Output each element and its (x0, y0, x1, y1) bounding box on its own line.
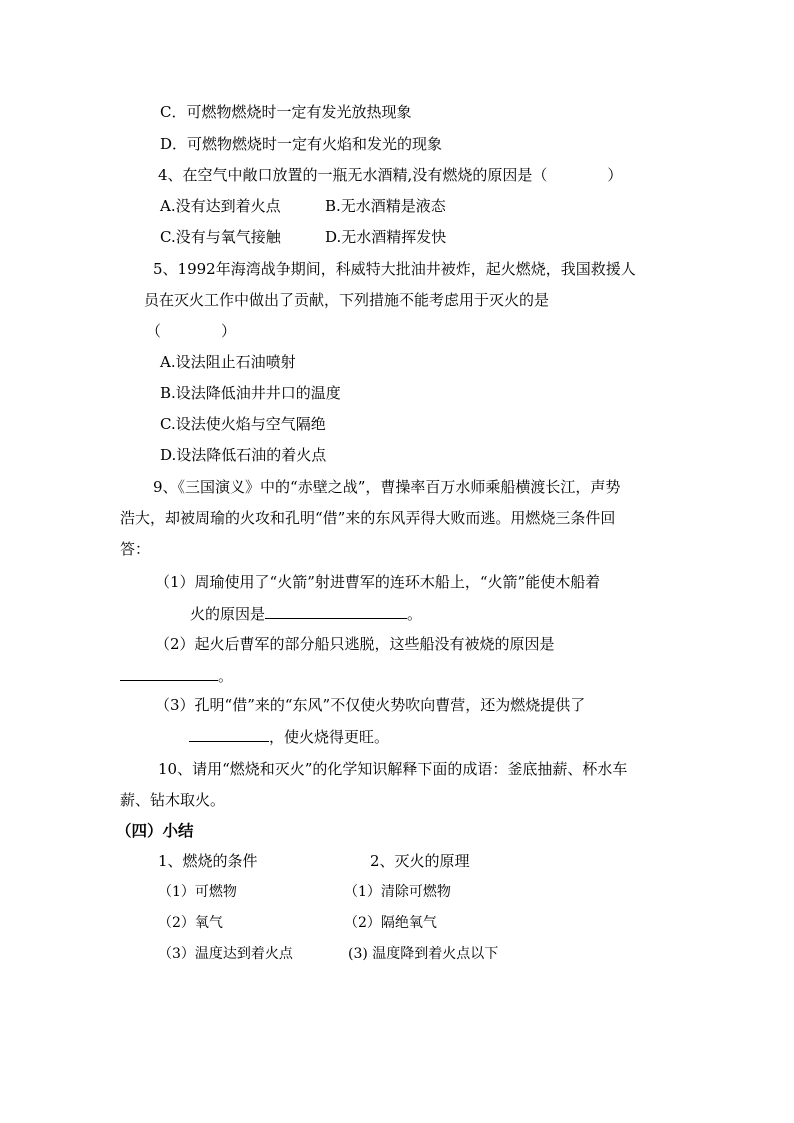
summary-left-item: （3）温度达到着火点 (158, 946, 293, 962)
q4-stem: 4、在空气中敞口放置的一瓶无水酒精,没有燃烧的原因是（ ） (158, 166, 623, 184)
q9-sub1-blank[interactable] (265, 603, 407, 619)
q9-line2: 浩大，却被周瑜的火攻和孔明“借”来的东风弄得大败而逃。用燃烧三条件回 (120, 509, 616, 527)
q5-option-a: A.设法阻止石油喷射 (160, 353, 296, 371)
summary-right-item: （2）隔绝氧气 (344, 915, 437, 931)
summary-left-title: 1、燃烧的条件 (158, 852, 258, 870)
q3-option-c: C．可燃物燃烧时一定有发光放热现象 (160, 103, 412, 121)
summary-right-title: 2、灭火的原理 (370, 852, 470, 870)
q9-sub3-line2 (189, 726, 389, 747)
q9-sub1-line1: （1）周瑜使用了“火箭”射进曹军的连环木船上，“火箭”能使木船着 (155, 573, 601, 591)
q9-sub1-line2 (190, 603, 422, 624)
q5-option-b: B.设法降低油井井口的温度 (160, 384, 341, 402)
q10-line1: 10、请用“燃烧和灭火”的化学知识解释下面的成语：釜底抽薪、杯水车 (158, 760, 628, 778)
q9-sub3-text: ，使火烧得更旺。 (269, 728, 390, 746)
q5-option-c: C.设法使火焰与空气隔绝 (160, 415, 326, 433)
q10-line2: 薪、钻木取火。 (120, 791, 226, 809)
summary-heading: （四）小结 (116, 821, 194, 840)
q4-option-d: D.无水酒精挥发快 (325, 228, 447, 246)
q5-stem-line1: 5、1992年海湾战争期间，科威特大批油井被炸，起火燃烧，我国救援人 (153, 260, 636, 278)
q9-sub3-blank[interactable] (189, 726, 269, 742)
q9-line3: 答： (120, 540, 151, 558)
q5-answer-paren: （ ） (146, 322, 237, 340)
summary-left-item: （1）可燃物 (158, 884, 237, 900)
q5-stem-line2: 员在灭火工作中做出了贡献，下列措施不能考虑用于灭火的是 (144, 291, 550, 309)
q9-sub1-text: 火的原因是 (190, 605, 266, 623)
summary-right-item: (3) 温度降到着火点以下 (348, 946, 499, 962)
q9-sub2-end: 。 (218, 667, 234, 685)
q4-option-b: B.无水酒精是液态 (325, 197, 446, 215)
q4-option-a: A.没有达到着火点 (160, 197, 281, 215)
q9-sub3-line1: （3）孔明“借”来的“东风”不仅使火势吹向曹营，还为燃烧提供了 (155, 696, 586, 714)
q4-option-c: C.没有与氧气接触 (160, 228, 281, 246)
q9-sub1-end: 。 (407, 605, 423, 623)
q5-option-d: D.设法降低石油的着火点 (160, 446, 327, 464)
q9-sub2-line2 (120, 665, 233, 686)
q9-sub2-line1: （2）起火后曹军的部分船只逃脱，这些船没有被烧的原因是 (155, 635, 555, 653)
q9-line1: 9、《三国演义》中的“赤壁之战”，曹操率百万水师乘船横渡长江，声势 (153, 478, 621, 496)
q3-option-d: D．可燃物燃烧时一定有火焰和发光的现象 (160, 135, 443, 153)
q9-sub2-blank[interactable] (120, 665, 218, 681)
summary-left-item: （2）氧气 (158, 915, 223, 931)
summary-right-item: （1）清除可燃物 (344, 884, 451, 900)
